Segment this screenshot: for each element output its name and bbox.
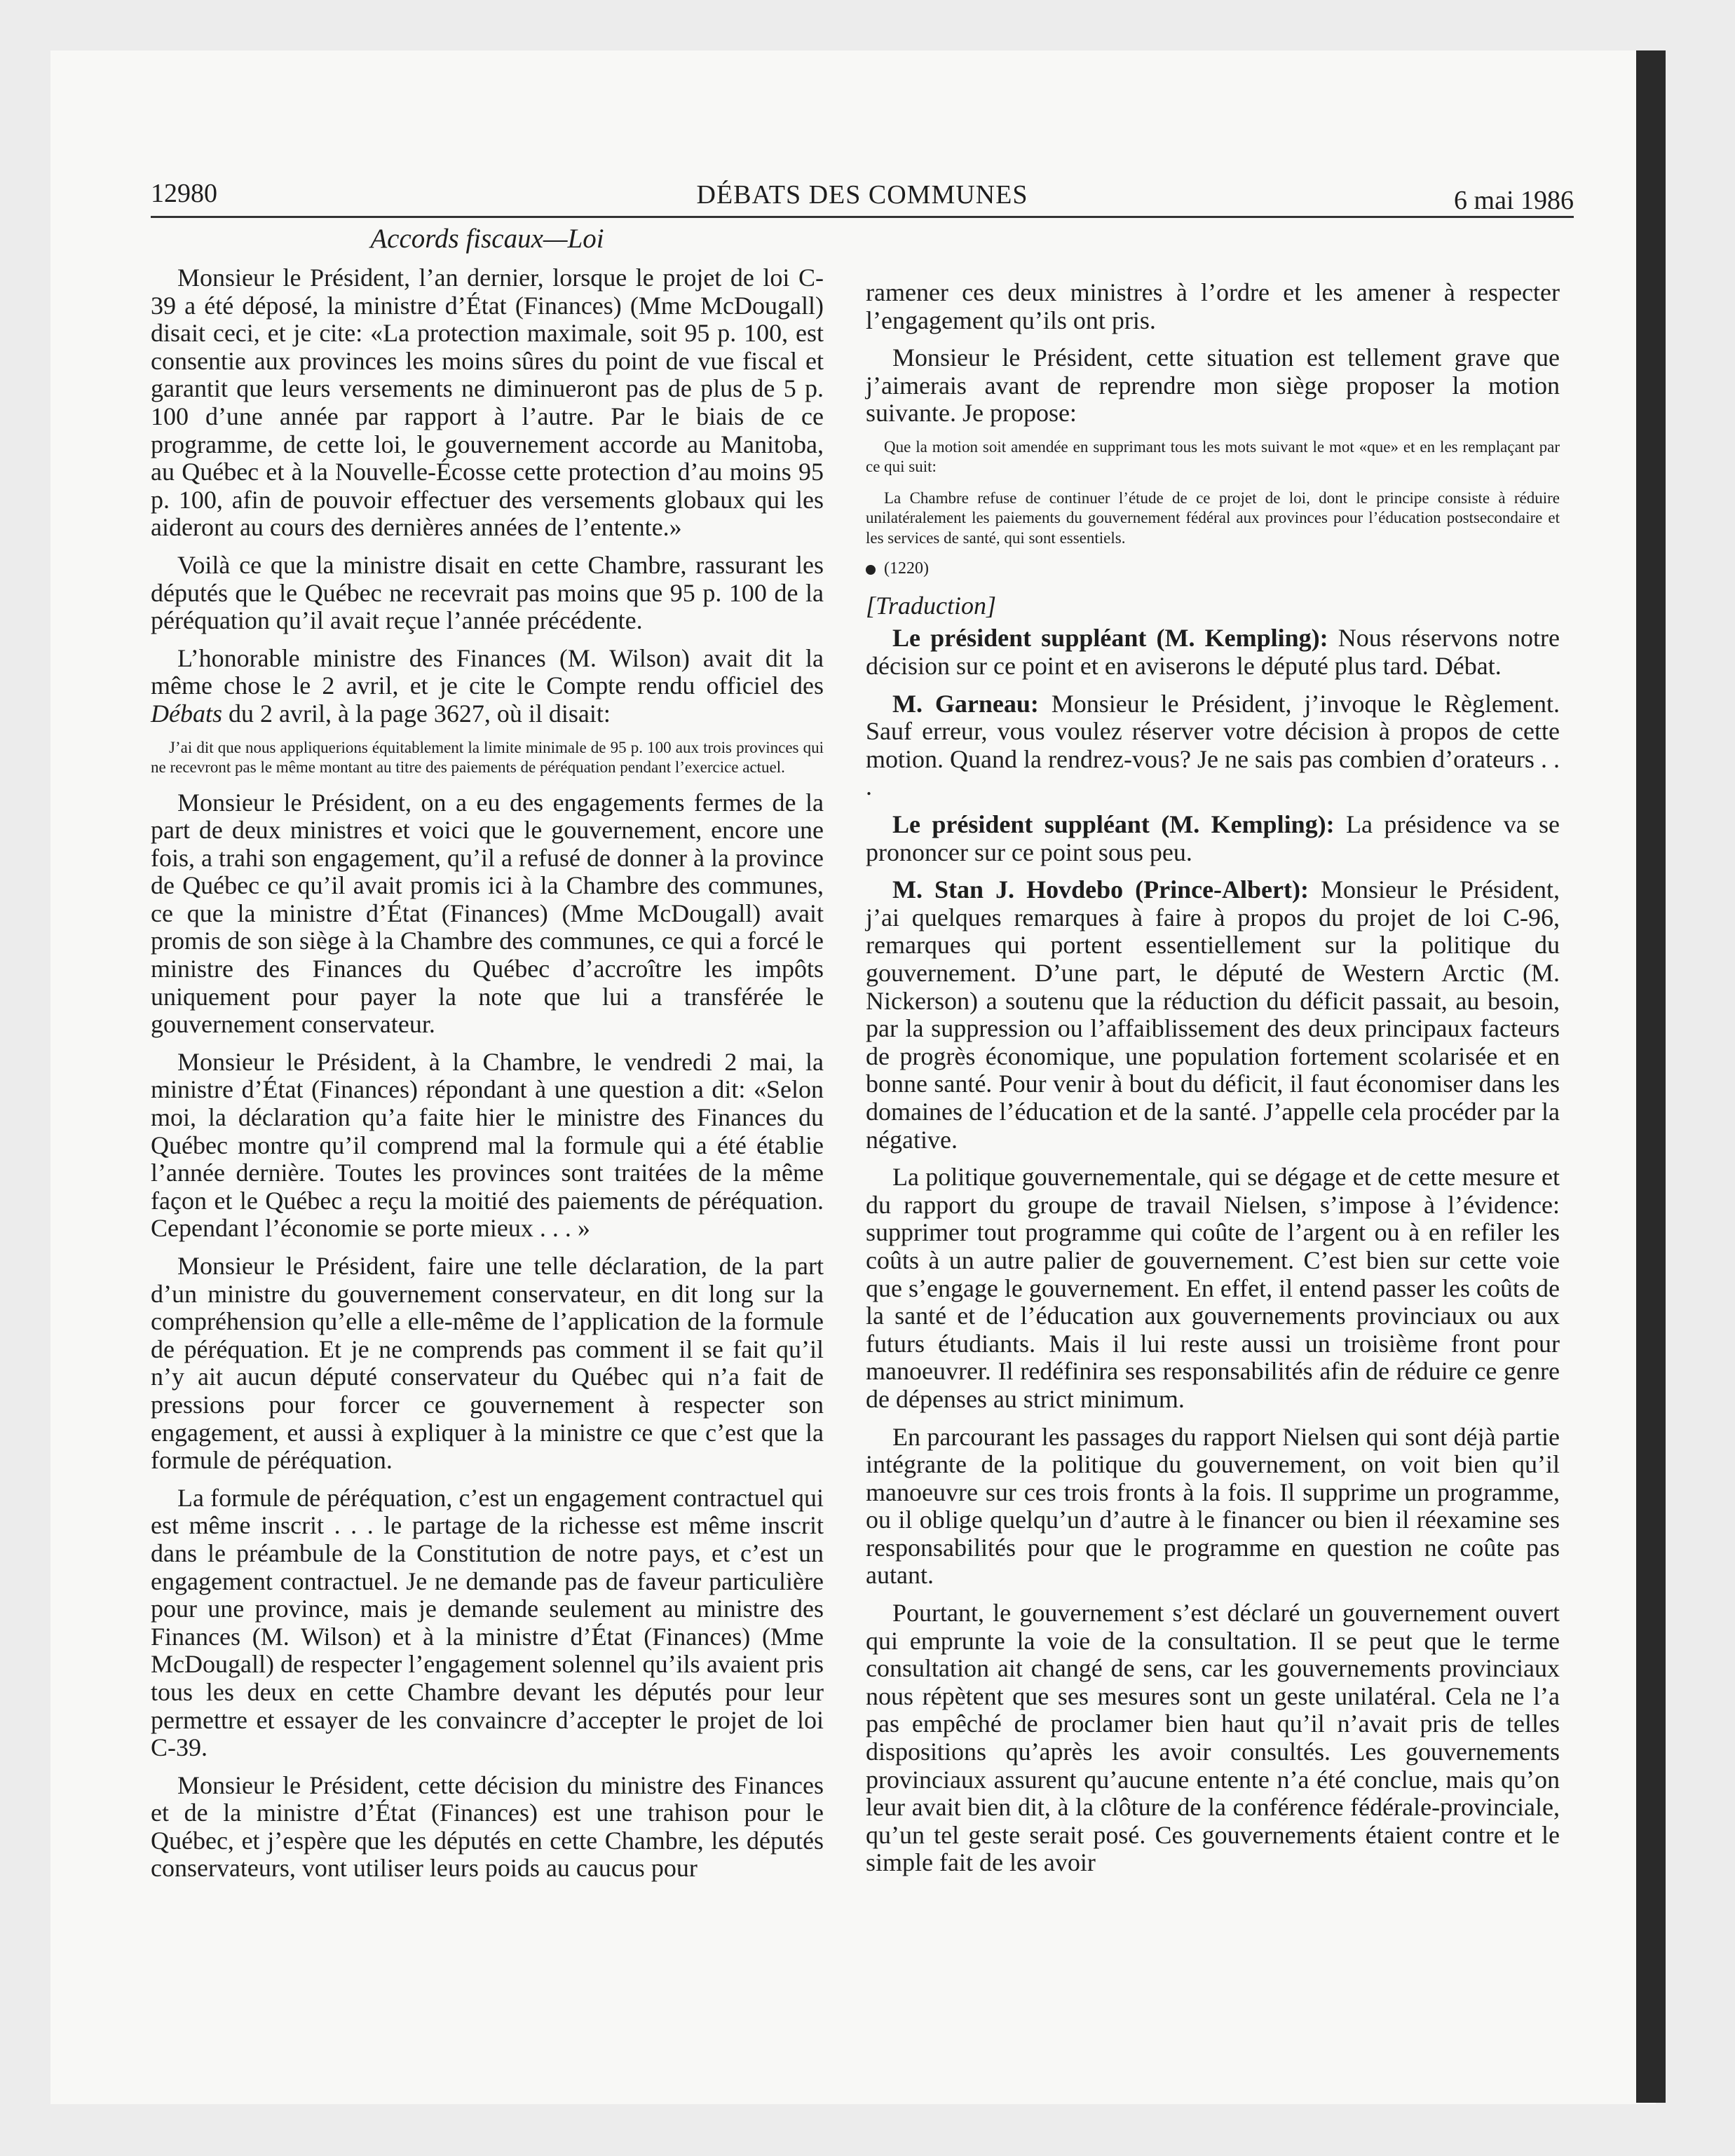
motion-quote: La Chambre refuse de continuer l’étude de ce projet de loi, dont le principe consiste à réduire unilatéralement les paiements du gouvernement fédéral aux provinces pour l’éducation postsecondaire et les services de santé, qui sont essentiels.	[866, 489, 1560, 547]
speech	[866, 811, 1560, 866]
running-header	[151, 174, 1574, 218]
subject-heading: Accords fiscaux—Loi	[370, 224, 604, 254]
speech	[866, 625, 1560, 680]
speech	[866, 690, 1560, 801]
motion-quote: Que la motion soit amendée en supprimant tous les mots suivant le mot «que» et en les remplaçant par ce qui suit:	[866, 437, 1560, 476]
publication-title: DÉBATS DES COMMUNES	[696, 180, 1028, 210]
right-column	[866, 279, 1560, 1887]
speaker-name: M. Garneau:	[892, 689, 1039, 718]
bullet-icon	[866, 565, 876, 575]
paragraph: Monsieur le Président, on a eu des engagements fermes de la part de deux ministres et voici que le gouvernement, encore une fois, a trahi son engagement, qu’il a refusé de donner à la province de Québec ce qu’il avait promis ici à la Chambre des communes, ce que la ministre d’État (Finances) (Mme McDougall) avait promis de son siège à la Chambre des communes, ce qui a forcé le ministre des Finances du Québec d’accroître les impôts uniquement pour payer la note que lui a transférée le gouvernement conservateur.	[151, 788, 824, 1039]
page-number: 12980	[151, 179, 217, 208]
left-column	[151, 223, 824, 1892]
speaker-name: Le président suppléant (M. Kempling):	[892, 810, 1335, 839]
speech-text: La présidence va se prononcer sur ce point sous peu.	[866, 810, 1560, 866]
speech-text: Monsieur le Président, j’invoque le Règlement. Sauf erreur, vous voulez réserver votre décision à propos de cette motion. Quand la rendrez-vous? Je ne sais pas combien d’orateurs . . .	[866, 689, 1560, 801]
paragraph: Monsieur le Président, à la Chambre, le vendredi 2 mai, la ministre d’État (Finances) répondant à une question a dit: «Selon moi, la déclaration qu’a faite hier le ministre des Finances du Québec montre qu’il comprend mal la formule qui a été établie l’année dernière. Toutes les provinces sont traitées de la même façon et le Québec a reçu la moitié des paiements de péréquation. Cependant l’économie se porte mieux . . . »	[151, 1047, 824, 1243]
paragraph: En parcourant les passages du rapport Nielsen qui sont déjà partie intégrante de la politique du gouvernement, on voit bien qu’il manoeuvre sur ces trois fronts à la fois. Il supprime un programme, ou il oblige quelqu’un d’autre à le financer ou bien il réexamine ses responsabilités pour que le programme en question ne coûte pas autant.	[866, 1422, 1560, 1590]
paragraph: Monsieur le Président, l’an dernier, lorsque le projet de loi C-39 a été déposé, la ministre d’État (Finances) (Mme McDougall) disait ceci, et je cite: «La protection maximale, soit 95 p. 100, est consentie aux provinces les moins sûres du point de vue fiscal et garantit que leurs versements ne diminueront pas de plus de 5 p. 100 d’une année par rapport à l’autre. Par le biais de ce programme, de cette loi, le gouvernement accorde au Manitoba, au Québec et à la Nouvelle-Écosse cette protection d’au moins 95 p. 100, afin de pouvoir effectuer des versements globaux qui les aideront au cours des dernières années de l’entente.»	[151, 264, 824, 542]
publication-date: 6 mai 1986	[1454, 186, 1574, 215]
paragraph-text: du 2 avril, à la page 3627, où il disait:	[222, 699, 611, 728]
paragraph: La politique gouvernementale, qui se dégage et de cette mesure et du rapport du groupe de travail Nielsen, s’impose à l’évidence: supprimer tout programme qui coûte de l’argent ou à en refiler les coûts à un autre palier de gouvernement. C’est bien sur cette voie que s’engage le gouvernement. En effet, il entend passer les coûts de la santé et de l’éducation aux gouvernements provinciaux ou aux futurs étudiants. Mais il lui reste aussi un troisième front pour manoeuvrer. Il redéfinira ses responsabilités afin de réduire ce genre de dépenses au strict minimum.	[866, 1163, 1560, 1413]
paragraph	[151, 645, 824, 728]
speech-text: Nous réservons notre décision sur ce point et en aviserons le député plus tard. Débat.	[866, 624, 1560, 681]
paragraph-text: L’honorable ministre des Finances (M. Wilson) avait dit la même chose le 2 avril, et je cite le Compte rendu officiel des	[151, 643, 824, 700]
block-quote: J’ai dit que nous appliquerions équitablement la limite minimale de 95 p. 100 aux trois provinces qui ne recevront pas le même montant au titre des paiements de péréquation pendant l’exercice actuel.	[151, 738, 824, 776]
paragraph: Voilà ce que la ministre disait en cette Chambre, rassurant les députés que le Québec ne recevrait pas moins que 95 p. 100 de la péréquation qu’il avait reçue l’année précédente.	[151, 550, 824, 635]
paragraph: Pourtant, le gouvernement s’est déclaré un gouvernement ouvert qui emprunte la voie de la consultation. Il se peut que le terme consultation ait changé de sens, car les gouvernements provinciaux nous répètent que ses mesures sont un geste unilatéral. Cela ne l’a pas empêché de proclamer bien haut qu’il n’avait pris de telles dispositions qu’après les avoir consultés. Les gouvernements provinciaux assurent qu’aucune entente n’a été conclue, mais qu’on leur avait bien dit, à la clôture de la conférence fédérale-provinciale, qu’un tel geste serait posé. Ces gouvernements étaient contre et le simple fait de les avoir	[866, 1599, 1560, 1877]
scan-edge-shadow	[1636, 50, 1666, 2103]
paragraph: La formule de péréquation, c’est un engagement contractuel qui est même inscrit . . . le partage de la richesse est même inscrit dans le préambule de la Constitution de notre pays, et c’est un engagement contractuel. Je ne demande pas de faveur particulière pour une province, mais je demande seulement au ministre des Finances (M. Wilson) et à la ministre d’État (Finances) (Mme McDougall) de respecter l’engagement solennel qu’ils avaient pris tous les deux en cette Chambre devant les députés pour leur permettre et essayer de les convaincre d’accepter le projet de loi C-39.	[151, 1483, 824, 1762]
publication-reference: Débats	[151, 699, 222, 728]
paragraph: Monsieur le Président, cette décision du ministre des Finances et de la ministre d’État (Finances) est une trahison pour le Québec, et j’espère que les députés en cette Chambre, les députés conservateurs, vont utiliser leurs poids au caucus pour	[151, 1770, 824, 1883]
speaker-name: M. Stan J. Hovdebo (Prince-Albert):	[892, 875, 1309, 904]
paragraph: Monsieur le Président, faire une telle déclaration, de la part d’un ministre du gouvernement conservateur, en dit long sur la compréhension qu’elle a elle-même de l’application de la formule de péréquation. Et je ne comprends pas comment il se fait qu’il n’y ait aucun député conservateur du Québec qui n’a fait de pressions pour forcer ce gouvernement à respecter son engagement, et aussi à expliquer à la ministre ce que c’est que la formule de péréquation.	[151, 1252, 824, 1475]
time-marker-text: (1220)	[884, 559, 929, 578]
time-marker	[866, 559, 1560, 578]
paragraph: Monsieur le Président, cette situation est tellement grave que j’aimerais avant de reprendre mon siège proposer la motion suivante. Je propose:	[866, 343, 1560, 428]
speaker-name: Le président suppléant (M. Kempling):	[892, 624, 1328, 653]
speech	[866, 876, 1560, 1154]
speech-text: Monsieur le Président, j’ai quelques remarques à faire à propos du projet de loi C-96, remarques qui portent essentiellement sur la politique du gouvernement. D’une part, le député de Western Arctic (M. Nickerson) a soutenu que la réduction du déficit passait, au besoin, par la suppression ou l’affaiblissement des deux principaux facteurs de progrès économique, une population fortement scolarisée et en bonne santé. Pour venir à bout du déficit, il faut économiser dans les domaines de l’éducation et de la santé. J’appelle cela procéder par la négative.	[866, 875, 1560, 1154]
paragraph: ramener ces deux ministres à l’ordre et les amener à respecter l’engagement qu’ils ont pris.	[866, 278, 1560, 334]
translation-note: [Traduction]	[866, 592, 997, 620]
